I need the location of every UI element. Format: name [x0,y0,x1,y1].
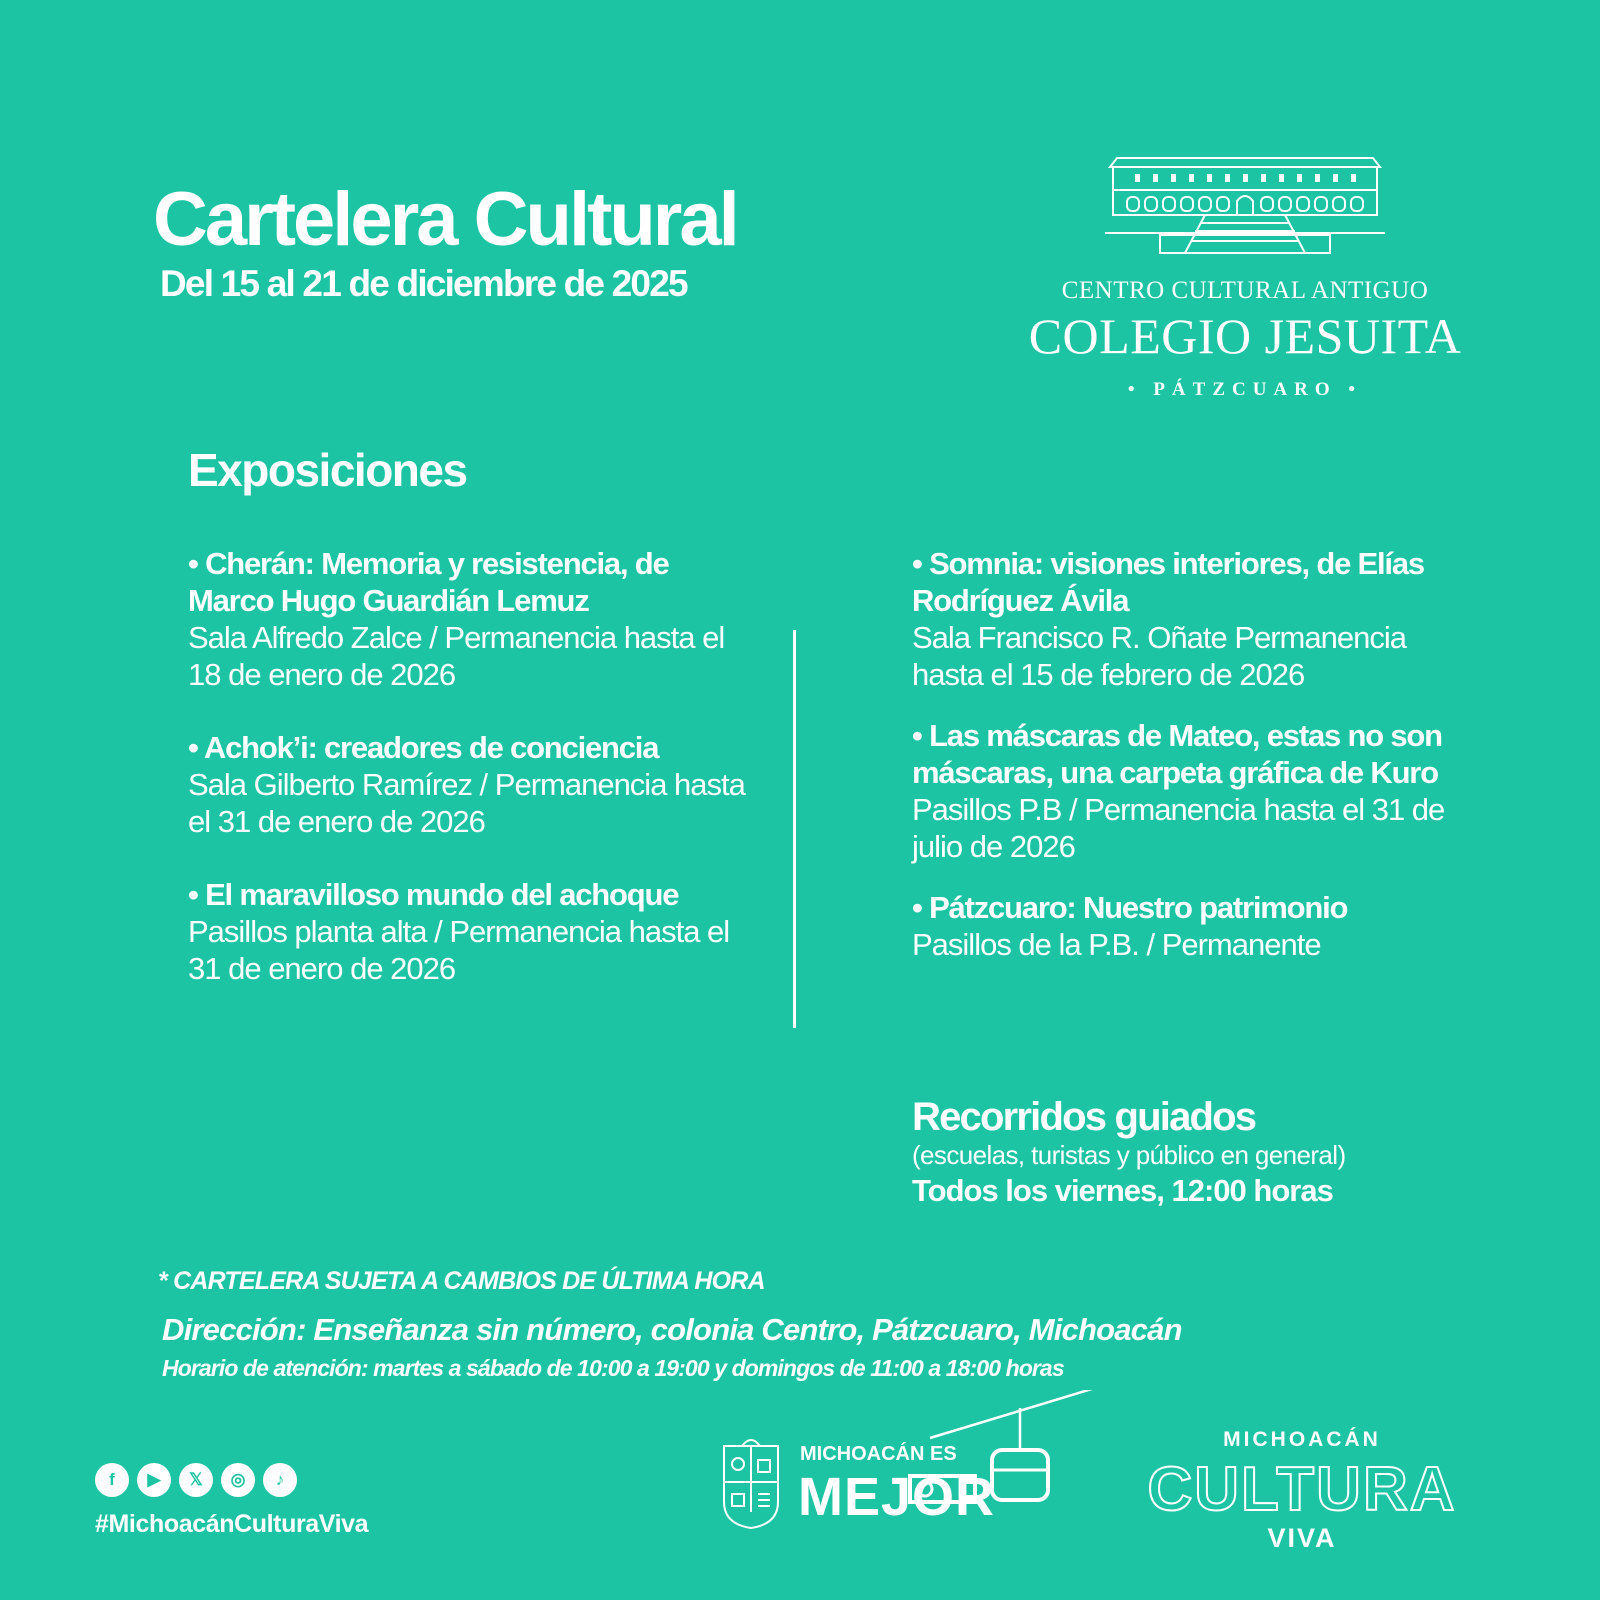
instagram-icon[interactable]: ◎ [221,1463,255,1497]
guided-tours-schedule: Todos los viernes, 12:00 horas [912,1173,1333,1208]
guided-tours-audience: (escuelas, turistas y público en general) [912,1140,1346,1170]
exhibition-item [912,545,1472,693]
exhibition-item [188,729,748,840]
guided-tours-title: Recorridos guiados [912,1095,1256,1139]
gov-logo-line1: MICHOACÁN ES [800,1443,957,1465]
tiktok-icon[interactable]: ♪ [263,1463,297,1497]
gov-logo-line2: MEJOR [798,1467,996,1527]
exhibition-title: • Las máscaras de Mateo, estas no son máscaras, una carpeta gráfica de Kuro [912,718,1442,790]
exhibition-title: • El maravilloso mundo del achoque [188,877,679,912]
exhibition-details: Pasillos P.B / Permanencia hasta el 31 de julio de 2026 [912,792,1445,864]
venue-logo-city: • PÁTZCUARO • [1127,379,1363,400]
cultura-logo-top: MICHOACÁN [1223,1428,1381,1451]
venue-logo-line1: CENTRO CULTURAL ANTIGUO [1061,277,1429,304]
venue-logo-name: COLEGIO JESUITA [1028,308,1462,364]
exhibition-details: Pasillos de la P.B. / Permanente [912,927,1321,962]
michoacan-es-mejor-logo [720,1390,1100,1540]
exhibition-item [188,545,748,693]
exhibition-title: • Pátzcuaro: Nuestro patrimonio [912,890,1348,925]
address: Dirección: Enseñanza sin número, colonia Centro, Pátzcuaro, Michoacán [162,1312,1182,1347]
michoacan-cultura-viva-logo [1137,1422,1467,1552]
cultura-logo-word: CULTURA [1147,1455,1457,1524]
page-title: Cartelera Cultural [153,177,737,262]
youtube-icon[interactable]: ▶ [137,1463,171,1497]
exhibitions-left-column [188,545,748,987]
exhibition-item [188,876,748,987]
exhibition-item [912,717,1472,865]
exhibition-item [912,889,1472,963]
section-title-exposiciones: Exposiciones [188,444,467,496]
hashtag: #MichoacánCulturaViva [95,1510,369,1538]
x-icon[interactable]: 𝕏 [179,1463,213,1497]
coat-of-arms-icon [720,1432,782,1530]
exhibition-details: Sala Francisco R. Oñate Permanencia hasta el 15 de febrero de 2026 [912,620,1406,692]
cultura-logo-bottom: VIVA [1267,1523,1337,1553]
exhibition-title: • Somnia: visiones interiores, de Elías Rodríguez Ávila [912,546,1424,618]
column-divider [793,630,796,1028]
exhibition-details: Sala Alfredo Zalce / Permanencia hasta el 18 de enero de 2026 [188,620,725,692]
venue-logo [990,155,1500,405]
disclaimer: * CARTELERA SUJETA A CAMBIOS DE ÚLTIMA HORA [158,1267,765,1295]
social-icons [95,1463,297,1497]
exhibition-title: • Cherán: Memoria y resistencia, de Marco Hugo Guardián Lemuz [188,546,669,618]
guided-tours [912,1095,1532,1211]
facebook-icon[interactable]: f [95,1463,129,1497]
exhibition-details: Pasillos planta alta / Permanencia hasta el 31 de enero de 2026 [188,914,730,986]
opening-hours: Horario de atención: martes a sábado de 10:00 a 19:00 y domingos de 11:00 a 18:00 horas [162,1355,1064,1381]
building-icon [1105,155,1385,265]
date-range: Del 15 al 21 de diciembre de 2025 [160,263,687,304]
exhibition-title: • Achok’i: creadores de conciencia [188,730,659,765]
exhibition-details: Sala Gilberto Ramírez / Permanencia hasta el 31 de enero de 2026 [188,767,745,839]
exhibitions-right-column [912,545,1472,963]
